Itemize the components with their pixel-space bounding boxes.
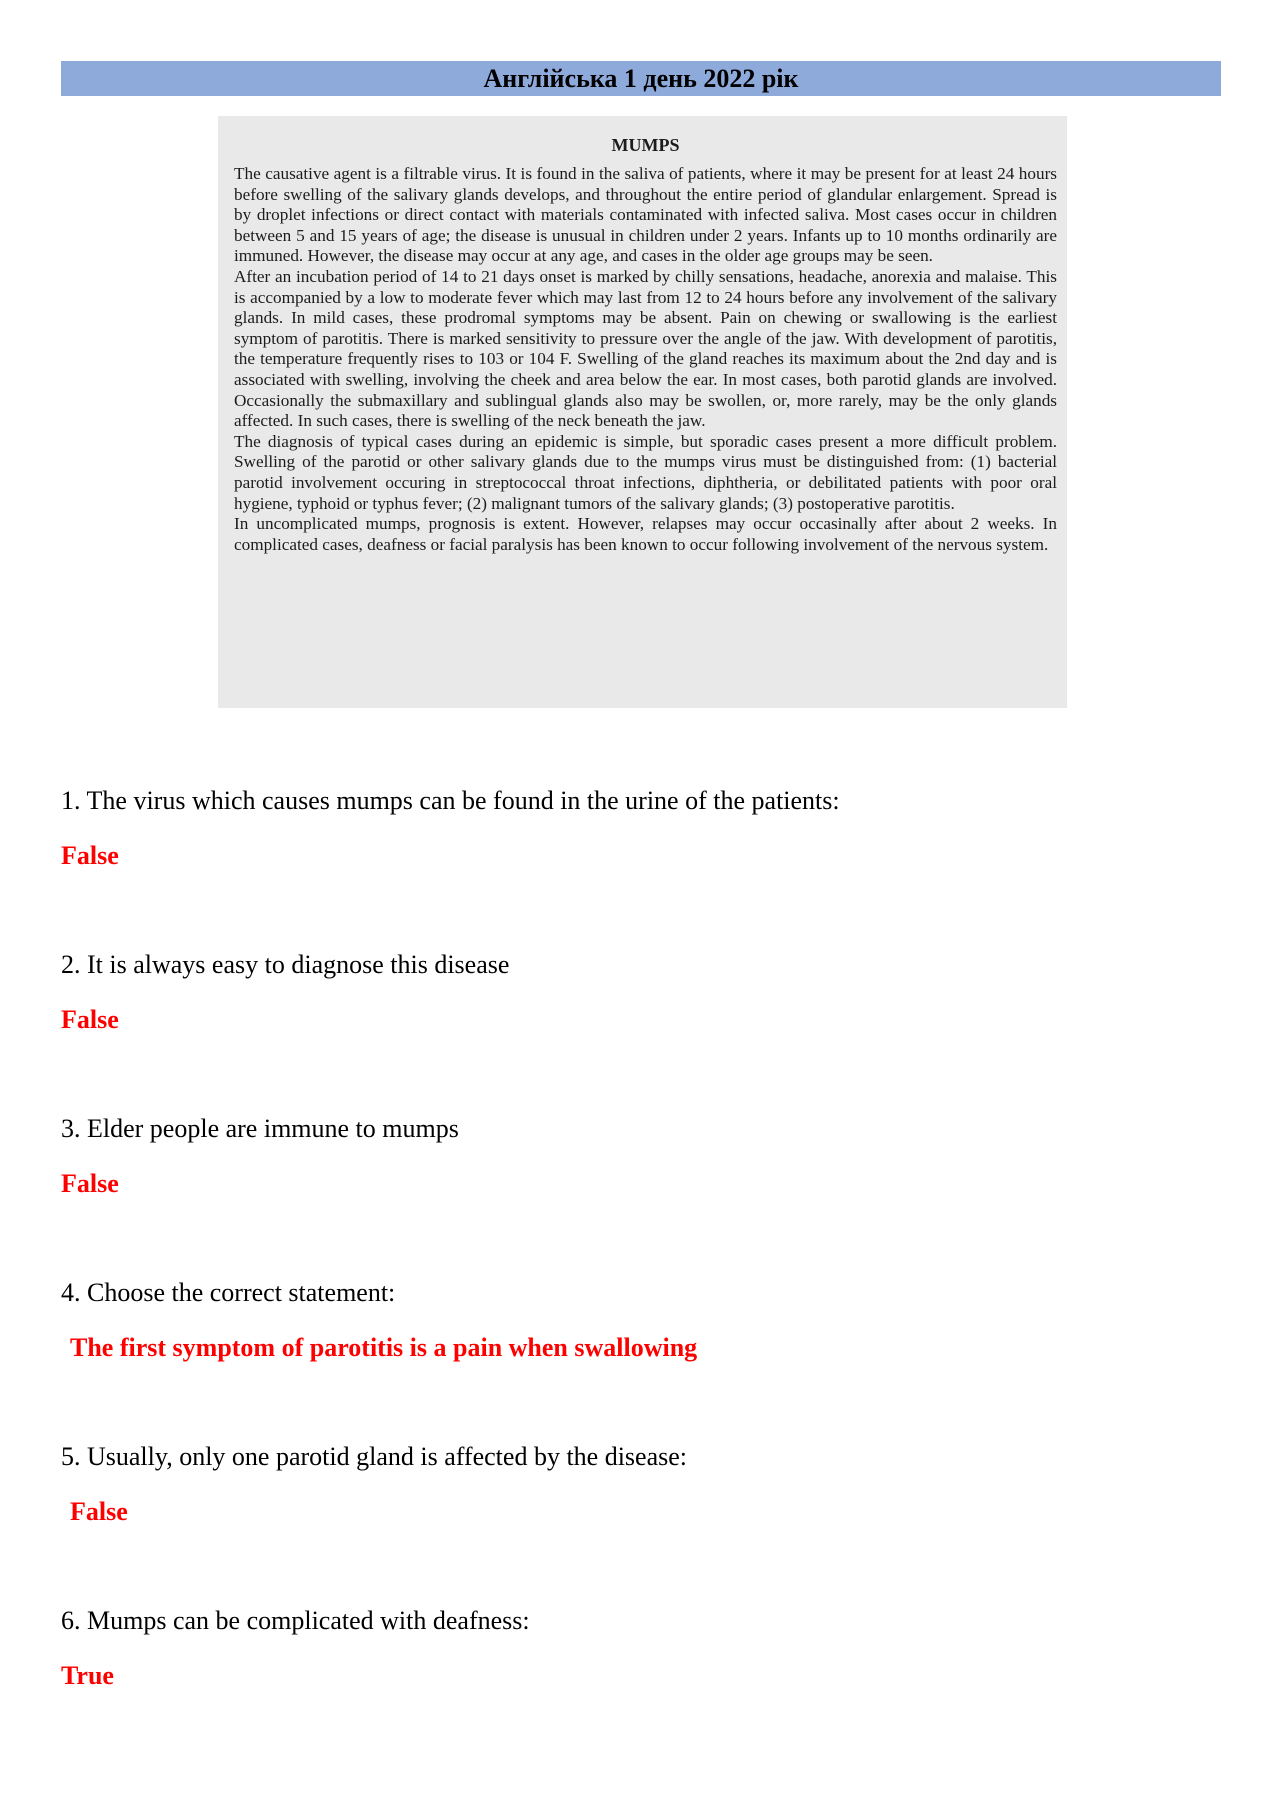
question-6: 6. Mumps can be complicated with deafness: xyxy=(61,1606,530,1635)
passage-paragraph: The causative agent is a filtrable virus. It is found in the saliva of patients, where it may be present for at least 24 hours before swelling of the salivary glands develops, and throughout the entire period of glandular enlargement. Spread is by droplet infections or direct contact with materials contaminated with infected saliva. Most cases occur in children between 5 and 15 years of age; the disease is unusual in children under 2 years. Infants up to 10 months ordinarily are immuned. However, the disease may occur at any age, and cases in the older age groups may be seen. xyxy=(234,164,1057,266)
page-title: Англійська 1 день 2022 рік xyxy=(483,64,799,93)
question-3: 3. Elder people are immune to mumps xyxy=(61,1114,459,1143)
page-title-bar xyxy=(61,61,1221,96)
question-1: 1. The virus which causes mumps can be found in the urine of the patients: xyxy=(61,786,840,815)
answer-3: False xyxy=(61,1169,119,1198)
reading-passage-image xyxy=(218,116,1067,708)
answer-2: False xyxy=(61,1005,119,1034)
question-4: 4. Choose the correct statement: xyxy=(61,1278,396,1307)
question-5: 5. Usually, only one parotid gland is affected by the disease: xyxy=(61,1442,688,1471)
passage-paragraph: The diagnosis of typical cases during an epidemic is simple, but sporadic cases present a more difficult problem. Swelling of the parotid or other salivary glands due to the mumps virus must be distinguished from: (1) bacterial parotid involvement occuring in streptococcal throat infections, diphtheria, or debilitated patients with poor oral hygiene, typhoid or typhus fever; (2) malignant tumors of the salivary glands; (3) postoperative parotitis. xyxy=(234,431,1057,513)
passage-title: MUMPS xyxy=(611,135,680,155)
passage-paragraph: After an incubation period of 14 to 21 days onset is marked by chilly sensations, headache, anorexia and malaise. This is accompanied by a low to moderate fever which may last from 12 to 24 hours before any involvement of the salivary glands. In mild cases, these prodromal symptoms may be absent. Pain on chewing or swallowing is the earliest symptom of parotitis. There is marked sensitivity to pressure over the angle of the jaw. With development of parotitis, the temperature frequently rises to 103 or 104 F. Swelling of the gland reaches its maximum about the 2nd day and is associated with swelling, involving the cheek and area below the ear. In most cases, both parotid glands are involved. Occasionally the submaxillary and sublingual glands also may be swollen, or, more rarely, may be the only glands affected. In such cases, there is swelling of the neck beneath the jaw. xyxy=(234,266,1057,431)
passage-paragraph: In uncomplicated mumps, prognosis is extent. However, relapses may occur occasinally after about 2 weeks. In complicated cases, deafness or facial paralysis has been known to occur following involvement of the nervous system. xyxy=(234,514,1057,554)
answer-1: False xyxy=(61,841,119,870)
answer-4: The first symptom of parotitis is a pain when swallowing xyxy=(70,1333,698,1362)
answer-6: True xyxy=(61,1661,114,1690)
question-2: 2. It is always easy to diagnose this disease xyxy=(61,950,510,979)
answer-5: False xyxy=(70,1497,128,1526)
